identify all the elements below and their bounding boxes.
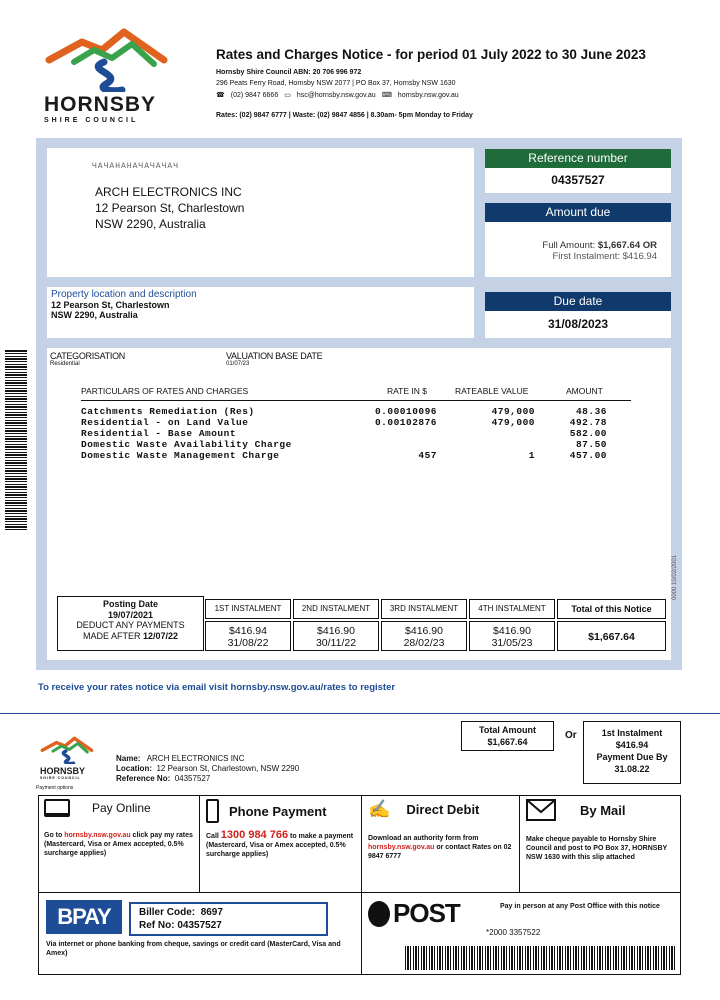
total-cell: $1,667.64: [557, 621, 666, 651]
bpay-box: [129, 902, 328, 936]
pay-online-text: Go to hornsby.nsw.gov.au click pay my rates (Mastercard, Visa or Amex accepted, 0.5% surcharge applies): [44, 832, 193, 857]
instalment-cell: [205, 621, 291, 651]
instalment-amount: $416.90: [317, 625, 355, 637]
post-code: *2000 3357522: [486, 928, 541, 937]
amount-due-box: [485, 222, 671, 277]
slip-total-label: Total Amount: [479, 725, 536, 735]
post-barcode: [405, 946, 675, 970]
slip-logo: [40, 734, 100, 780]
total-header: Total of this Notice: [557, 599, 666, 619]
signing-hand-icon: ✍: [368, 799, 391, 819]
direct-debit-cell[interactable]: [362, 795, 519, 892]
instalment-cell: [469, 621, 555, 651]
slip-first-due-label: Payment Due By: [596, 752, 668, 762]
addressee-name: ARCH ELECTRONICS INC: [95, 185, 242, 199]
slip-logo-mark: [40, 734, 96, 764]
pay-online-cell[interactable]: [38, 795, 199, 892]
council-address: 296 Peats Ferry Road, Hornsby NSW 2077 | PO Box 37, Hornsby NSW 1630: [216, 80, 456, 87]
instalment-amount: $416.90: [405, 625, 443, 637]
slip-first-box: [583, 721, 681, 784]
by-mail-title: By Mail: [580, 802, 626, 818]
charge-amount: 87.50: [575, 439, 607, 450]
charge-row: [81, 439, 641, 450]
charge-amount: 457.00: [569, 450, 607, 461]
instalment-amount: $416.94: [229, 625, 267, 637]
slip-logo-name: HORNSBY: [40, 766, 86, 776]
amount-due-label: Amount due: [485, 203, 671, 222]
auspost-mark-icon: [368, 901, 390, 927]
council-logo: [44, 22, 174, 122]
bpay-text: Via internet or phone banking from cheque, savings or credit card (MasterCard, Visa and Amex): [46, 941, 341, 957]
slip-total-box: [461, 721, 554, 751]
instalments-table: [205, 599, 658, 651]
mailing-address-box: [47, 148, 474, 277]
council-abn: Hornsby Shire Council ABN: 20 706 996 972: [216, 69, 362, 76]
direct-debit-title: Direct Debit: [406, 802, 480, 817]
due-date-box: [485, 311, 671, 338]
charge-rateable: 1: [528, 450, 535, 461]
charge-rate: 457: [418, 450, 437, 461]
charge-desc: Domestic Waste Management Charge: [81, 450, 280, 461]
mobile-phone-icon: [206, 799, 219, 823]
instalment-header: 1ST INSTALMENT: [205, 599, 291, 619]
slip-details: [116, 754, 299, 784]
slip-first-label: 1st Instalment: [601, 728, 663, 738]
fax-icon: ▭: [284, 92, 291, 99]
slip-reference: Reference No: 04357527: [116, 774, 211, 783]
charge-row: [81, 417, 641, 428]
address-barcode: ЧАЧАНАНАЧАЧАЧАЧ: [92, 162, 180, 171]
instalment-header: 2ND INSTALMENT: [293, 599, 379, 619]
instalment-amount: $416.90: [493, 625, 531, 637]
grid-h1: [38, 892, 681, 893]
by-mail-text: Make cheque payable to Hornsby Shire Council and post to PO Box 37, HORNSBY NSW 1630 with this slip attached: [526, 836, 668, 861]
bpay-logo: BPAY: [46, 900, 122, 934]
slip-logo-sub: SHIRE COUNCIL: [40, 776, 81, 780]
full-amount: Full Amount: $1,667.64 OR: [542, 240, 657, 251]
slip-name: Name: ARCH ELECTRONICS INC: [116, 754, 245, 763]
pay-online-title: Pay Online: [92, 801, 151, 815]
slip-total-value: $1,667.64: [487, 737, 528, 747]
side-code: 0000 10/02/2001: [672, 554, 678, 600]
pay-online-link[interactable]: hornsby.nsw.gov.au: [64, 832, 131, 839]
reference-label: Reference number: [485, 149, 671, 168]
charge-row: [81, 428, 641, 439]
charge-desc: Residential - on Land Value: [81, 417, 249, 428]
charge-desc: Residential - Base Amount: [81, 428, 237, 439]
charge-desc: Domestic Waste Availability Charge: [81, 439, 292, 450]
posting-box: [57, 596, 204, 651]
direct-debit-text: Download an authority form from hornsby.nsw.gov.au or contact Rates on 02 9847 6777: [368, 835, 512, 860]
col-amount: AMOUNT: [566, 386, 603, 396]
property-line1: 12 Pearson St, Charlestown: [51, 300, 170, 310]
col-rate: RATE IN $: [387, 386, 427, 396]
valuation-label: VALUATION BASE DATE: [226, 351, 323, 361]
council-web[interactable]: hornsby.nsw.gov.au: [397, 92, 459, 99]
envelope-icon: [526, 799, 556, 821]
council-email[interactable]: hsc@hornsby.nsw.gov.au: [296, 92, 376, 99]
valuation-value: 01/07/23: [226, 361, 250, 367]
charge-rate: 0.00010096: [374, 406, 437, 417]
charges-rows: [81, 406, 641, 461]
posting-date-label: Posting Date: [102, 599, 158, 609]
charge-rateable: 479,000: [491, 417, 535, 428]
categorisation-label: CATEGORISATION: [50, 351, 125, 361]
charge-row: [81, 450, 641, 461]
slip-location: Location: 12 Pearson St, Charlestown, NSW 2290: [116, 764, 300, 773]
logo-subtitle: SHIRE COUNCIL: [44, 117, 139, 124]
payment-options-label: Payment options: [36, 785, 74, 791]
due-date-label: Due date: [485, 292, 671, 311]
post-text: Pay in person at any Post Office with this notice: [500, 903, 660, 910]
instalment-date: 30/11/22: [315, 637, 357, 649]
phone-payment-cell[interactable]: [200, 795, 361, 892]
phone-number[interactable]: 1300 984 766: [220, 829, 289, 841]
property-label: Property location and description: [51, 289, 197, 300]
direct-debit-link[interactable]: hornsby.nsw.gov.au: [368, 844, 435, 851]
slip-first-value: $416.94: [615, 740, 649, 750]
col-particulars: PARTICULARS OF RATES AND CHARGES: [81, 386, 249, 396]
by-mail-cell[interactable]: [520, 795, 681, 892]
instalment-date: 31/05/23: [491, 637, 533, 649]
phone-payment-text: Call 1300 984 766 to make a payment (Mastercard, Visa or Amex accepted, 0.5% surcharge applies): [206, 829, 354, 858]
addressee-city: NSW 2290, Australia: [95, 217, 206, 231]
charge-amount: 492.78: [569, 417, 607, 428]
reference-number: 04357527: [551, 173, 605, 187]
reference-box: [485, 168, 671, 193]
slip-or: Or: [565, 730, 577, 741]
first-instalment-amount: First Instalment: $416.94: [552, 251, 657, 262]
bpay-ref: Ref No: 04357527: [139, 920, 222, 931]
instalment-date: 28/02/23: [403, 637, 445, 649]
slip-first-due: 31.08.22: [614, 764, 650, 774]
charge-row: [81, 406, 641, 417]
charge-rate: 0.00102876: [374, 417, 437, 428]
phone-payment-title: Phone Payment: [229, 803, 327, 819]
side-barcode: [5, 350, 27, 530]
charge-rateable: 479,000: [491, 406, 535, 417]
council-contacts: [216, 91, 459, 101]
charge-amount: 48.36: [575, 406, 607, 417]
council-phone: (02) 9847 6666: [230, 92, 279, 99]
col-rateable: RATEABLE VALUE: [455, 386, 529, 396]
charge-amount: 582.00: [569, 428, 607, 439]
posting-date-value: 19/07/2021: [107, 609, 154, 620]
addressee-street: 12 Pearson St, Charlestown: [95, 201, 245, 215]
laptop-icon: [44, 799, 70, 817]
property-box: [47, 287, 474, 338]
council-logo-mark: [44, 22, 174, 92]
instalment-cell: [293, 621, 379, 651]
logo-name: HORNSBY: [44, 93, 157, 116]
email-notice[interactable]: To receive your rates notice via email visit hornsby.nsw.gov.au/rates to register: [38, 682, 396, 693]
auspost-logo: [368, 898, 460, 929]
auspost-wordmark: POST: [393, 898, 460, 928]
categorisation-value: Residential: [50, 361, 80, 367]
due-date-value: 31/08/2023: [547, 317, 609, 331]
council-hours: Rates: (02) 9847 6777 | Waste: (02) 9847 4856 | 8.30am- 5pm Monday to Friday: [216, 112, 473, 119]
computer-icon: ⌨: [381, 92, 392, 99]
charges-header: [81, 386, 631, 401]
instalment-cell: [381, 621, 467, 651]
tear-line: [0, 713, 720, 714]
biller-code: Biller Code: 8697: [139, 907, 223, 918]
deduct-payments: DEDUCT ANY PAYMENTS: [76, 620, 185, 630]
made-after: MADE AFTER 12/07/22: [82, 630, 179, 641]
instalment-header: 4TH INSTALMENT: [469, 599, 555, 619]
instalment-date: 31/08/22: [227, 637, 269, 649]
notice-title: Rates and Charges Notice - for period 01 July 2022 to 30 June 2023: [216, 47, 646, 62]
phone-icon: ☎: [216, 92, 225, 99]
charge-desc: Catchments Remediation (Res): [81, 406, 255, 417]
property-line2: NSW 2290, Australia: [51, 310, 138, 320]
instalment-header: 3RD INSTALMENT: [381, 599, 467, 619]
